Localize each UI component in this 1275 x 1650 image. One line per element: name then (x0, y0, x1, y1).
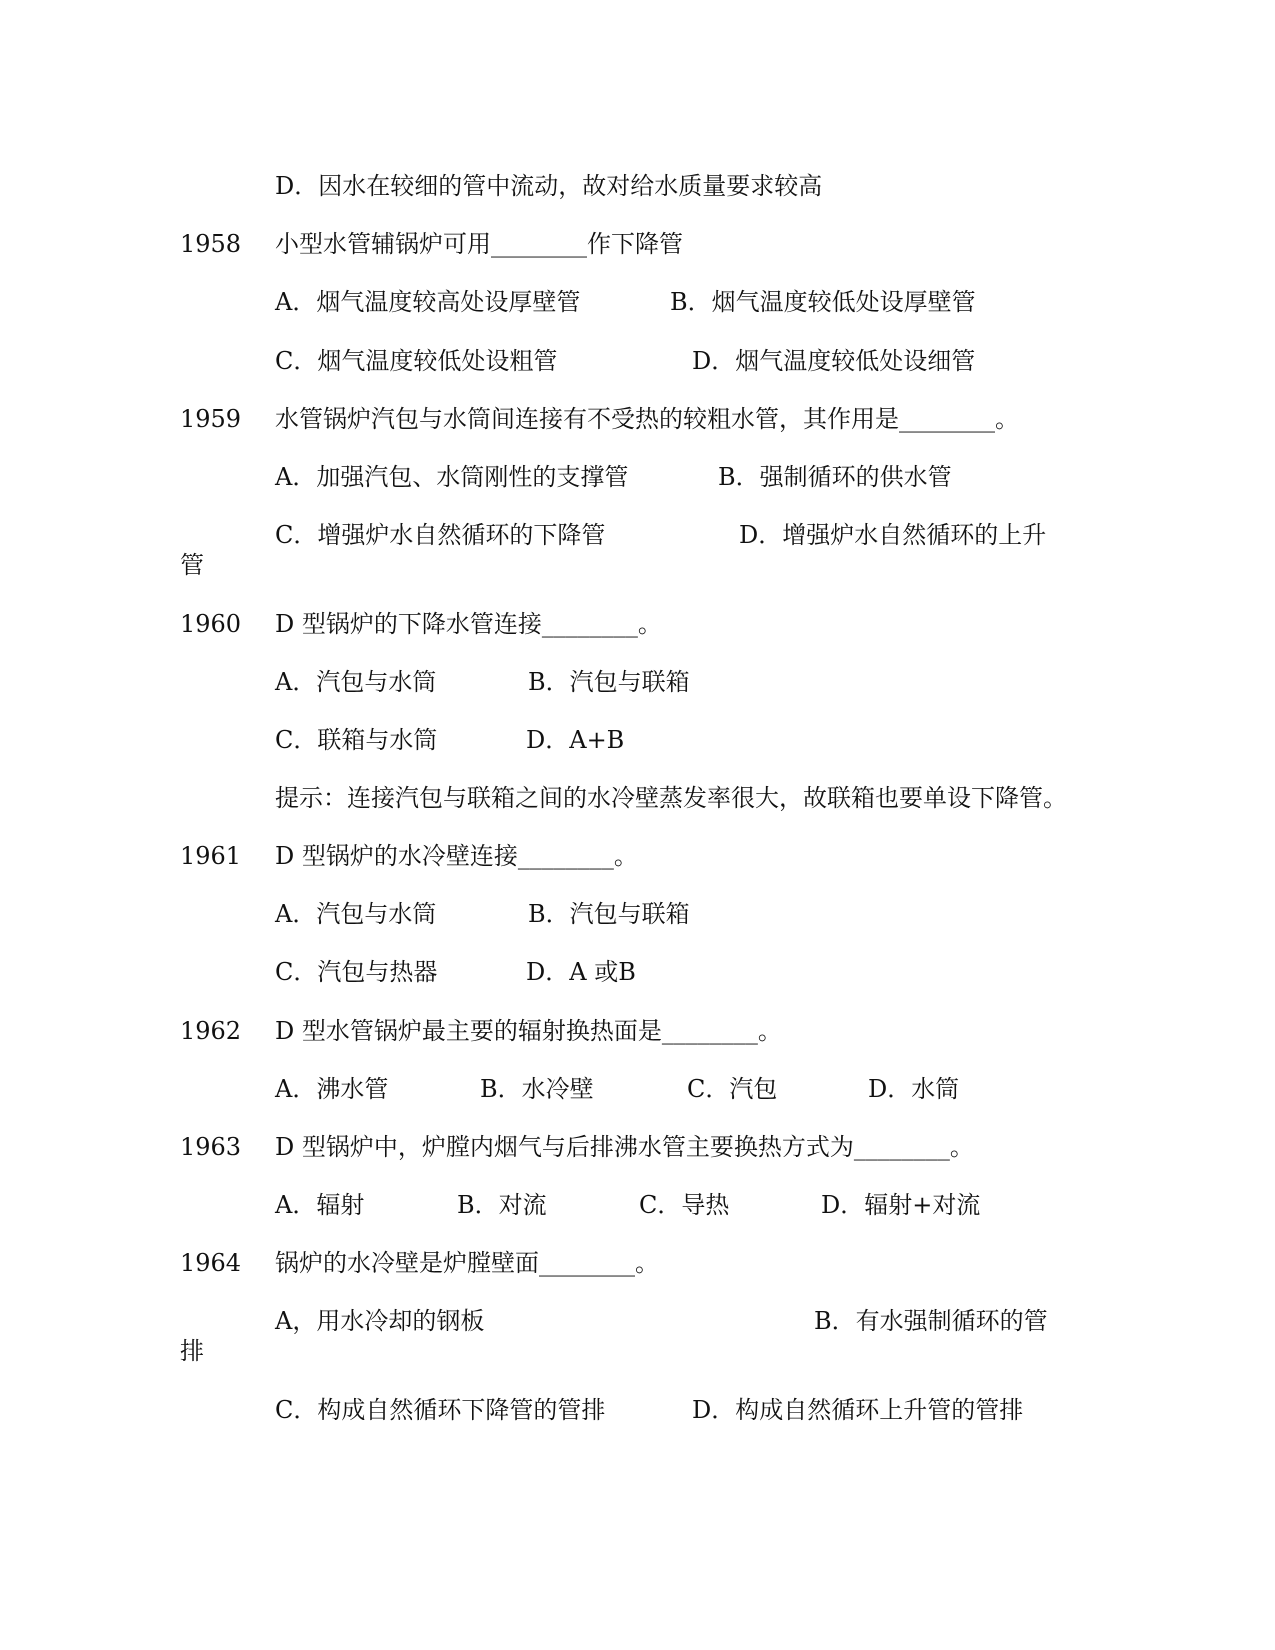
option-b-1961: B．汽包与联箱 (528, 900, 690, 928)
question-text-1964: 锅炉的水冷壁是炉膛壁面________。 (275, 1249, 659, 1277)
question-number-1958: 1958 (180, 230, 242, 258)
option-c-1963: C．导热 (639, 1191, 730, 1219)
question-text-1961: D 型锅炉的水冷壁连接________。 (275, 842, 638, 870)
option-b-1959: B．强制循环的供水管 (718, 463, 952, 491)
option-d-1959: D．增强炉水自然循环的上升 (739, 521, 1047, 549)
option-c-1961: C．汽包与热器 (275, 958, 438, 986)
question-number-1961: 1961 (180, 842, 242, 870)
question-text-1963: D 型锅炉中，炉膛内烟气与后排沸水管主要换热方式为________。 (275, 1133, 974, 1161)
question-number-1964: 1964 (180, 1249, 242, 1277)
option-b-1962: B．水冷壁 (480, 1075, 594, 1103)
question-number-1959: 1959 (180, 405, 242, 433)
option-a-1958: A．烟气温度较高处设厚壁管 (275, 288, 581, 316)
question-text-1960: D 型锅炉的下降水管连接________。 (275, 610, 662, 638)
option-b-1960: B．汽包与联箱 (528, 668, 690, 696)
question-text-1958: 小型水管辅锅炉可用________作下降管 (275, 230, 683, 258)
option-d-1963: D．辐射+对流 (821, 1191, 981, 1219)
option-a-1960: A．汽包与水筒 (275, 668, 437, 696)
hint-1960: 提示：连接汽包与联箱之间的水冷壁蒸发率很大，故联箱也要单设下降管。 (275, 784, 1067, 812)
option-a-1962: A．沸水管 (275, 1075, 389, 1103)
question-number-1963: 1963 (180, 1133, 242, 1161)
option-d-1962: D．水筒 (868, 1075, 960, 1103)
option-a-1961: A．汽包与水筒 (275, 900, 437, 928)
question-number-1960: 1960 (180, 610, 242, 638)
option-b-1964: B．有水强制循环的管 (814, 1307, 1048, 1335)
option-d-1959-wrap: 管 (180, 551, 204, 579)
option-c-1958: C．烟气温度较低处设粗管 (275, 347, 558, 375)
option-d-1964: D．构成自然循环上升管的管排 (692, 1396, 1024, 1424)
option-b-1958: B．烟气温度较低处设厚壁管 (670, 288, 976, 316)
option-b-1964-wrap: 排 (180, 1337, 204, 1365)
option-c-1962: C．汽包 (687, 1075, 778, 1103)
option-c-1959: C．增强炉水自然循环的下降管 (275, 521, 606, 549)
option-d-1960: D．A+B (526, 726, 625, 754)
question-text-1959: 水管锅炉汽包与水筒间连接有不受热的较粗水管，其作用是________。 (275, 405, 1019, 433)
option-c-1960: C．联箱与水筒 (275, 726, 438, 754)
option-a-1959: A．加强汽包、水筒刚性的支撑管 (275, 463, 629, 491)
question-text-1962: D 型水管锅炉最主要的辐射换热面是________。 (275, 1017, 782, 1045)
option-a-1963: A．辐射 (275, 1191, 365, 1219)
option-b-1963: B．对流 (457, 1191, 547, 1219)
question-number-1962: 1962 (180, 1017, 242, 1045)
option-d-continued: D．因水在较细的管中流动，故对给水质量要求较高 (275, 172, 823, 200)
option-d-1958: D．烟气温度较低处设细管 (692, 347, 976, 375)
option-c-1964: C．构成自然循环下降管的管排 (275, 1396, 606, 1424)
option-a-1964: A，用水冷却的钢板 (275, 1307, 485, 1335)
option-d-1961: D．A 或B (526, 958, 636, 986)
